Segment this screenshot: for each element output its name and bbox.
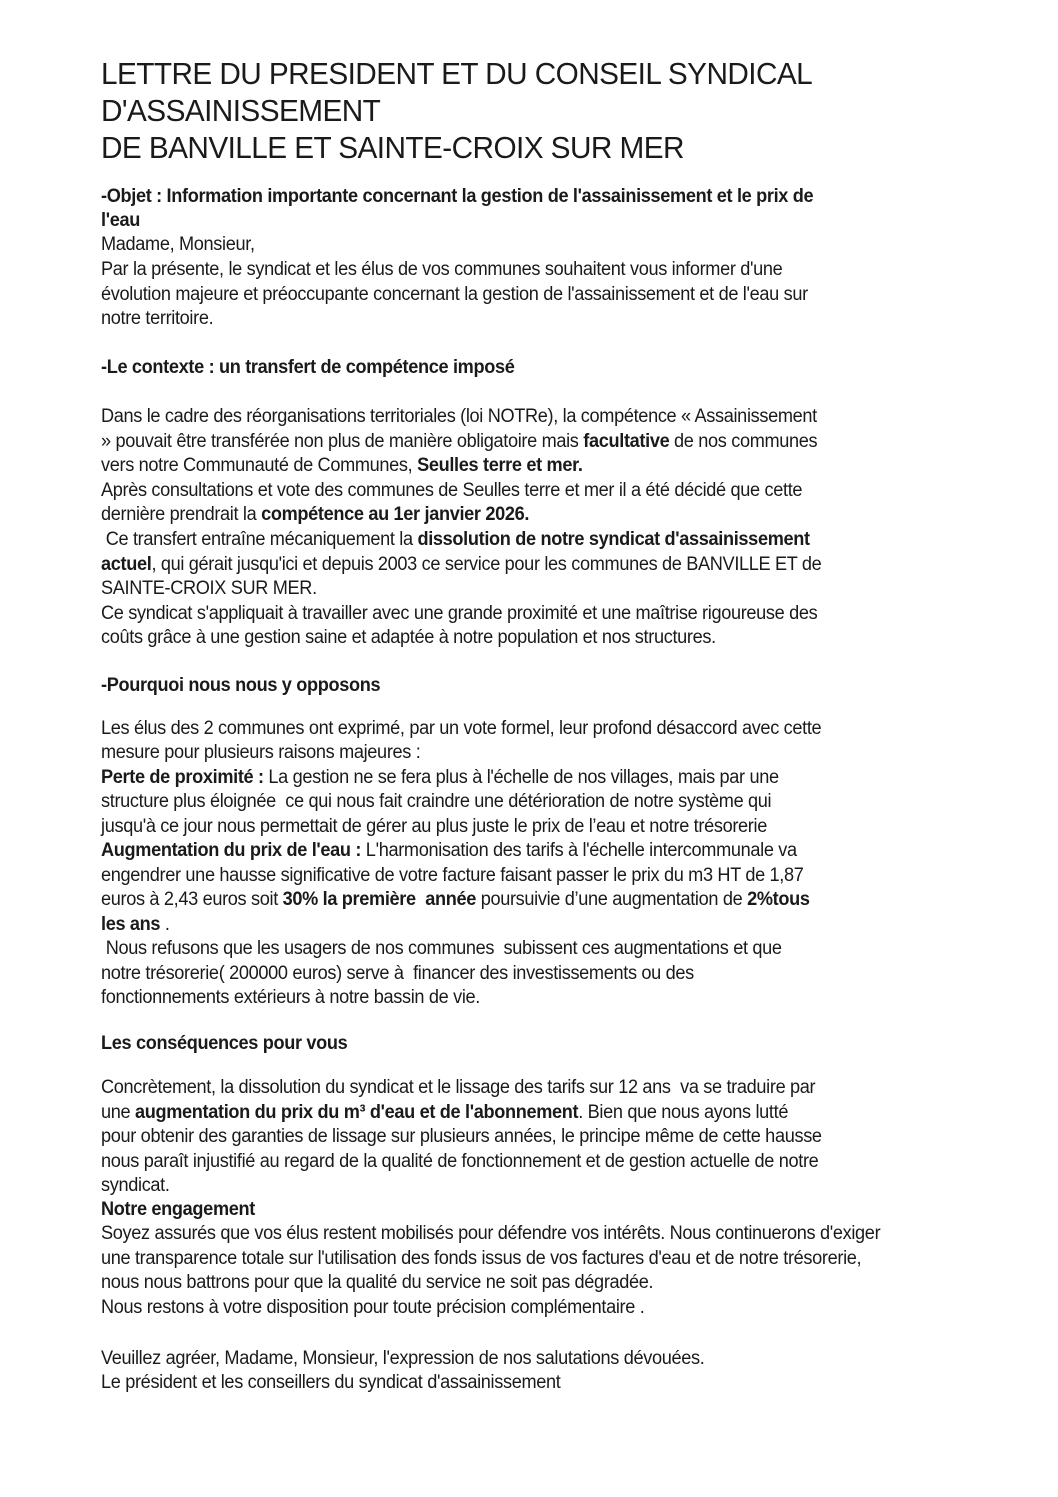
text: Ce transfert entraîne mécaniquement la (101, 529, 418, 550)
section-heading-consequences: Les conséquences pour vous (101, 1033, 348, 1054)
engagement-line-1: Soyez assurés que vos élus restent mobilisés pour défendre vos intérêts. Nous continuerons d'exiger (101, 1223, 881, 1244)
intro-line-3: notre territoire. (101, 308, 214, 329)
page-title-line-2: D'ASSAINISSEMENT (101, 93, 381, 128)
text: vers notre Communauté de Communes, (101, 455, 418, 476)
oppose-line-10: Nous refusons que les usagers de nos communes subissent ces augmentations et que (101, 938, 782, 959)
consequences-line-2 (101, 1101, 788, 1125)
context-line-7 (101, 553, 821, 577)
text: La gestion ne se fera plus à l'échelle de nos villages, mais par une (263, 767, 779, 788)
text: une (101, 1102, 135, 1123)
page-title-line-3: DE BANVILLE ET SAINTE-CROIX SUR MER (101, 130, 684, 165)
page-title-line-1: LETTRE DU PRESIDENT ET DU CONSEIL SYNDICAL (101, 56, 813, 91)
emphasis: compétence au 1er janvier 2026. (261, 504, 530, 525)
context-line-4: Après consultations et vote des communes de Seulles terre et mer il a été décidé que cette (101, 480, 803, 501)
oppose-line-4: structure plus éloignée ce qui nous fait craindre une détérioration de notre système qui (101, 791, 772, 812)
consequences-line-1: Concrètement, la dissolution du syndicat et le lissage des tarifs sur 12 ans va se traduire par (101, 1077, 816, 1098)
text: , qui gérait jusqu'ici et depuis 2003 ce service pour les communes de BANVILLE ET de (151, 554, 822, 575)
engagement-line-2: une transparence totale sur l'utilisation des fonds issus de vos factures d'eau et de notre trésorerie, (101, 1248, 862, 1269)
text: euros à 2,43 euros soit (101, 889, 283, 910)
context-line-6 (101, 528, 810, 552)
text: poursuivie d’une augmentation de (475, 889, 748, 910)
text: dernière prendrait la (101, 504, 262, 525)
emphasis: augmentation du prix du m³ d'eau et de l'abonnement (134, 1102, 579, 1123)
emphasis: Perte de proximité : (101, 767, 264, 788)
emphasis: Seulles terre et mer. (417, 455, 583, 476)
text: » pouvait être transférée non plus de manière obligatoire mais (101, 431, 584, 452)
oppose-line-11: notre trésorerie( 200000 euros) serve à financer des investissements ou des (101, 963, 694, 984)
consequences-line-5: syndicat. (101, 1175, 170, 1196)
text: de nos communes (669, 431, 818, 452)
emphasis: dissolution de notre syndicat d'assainissement (417, 529, 810, 550)
section-heading-engagement: Notre engagement (101, 1199, 255, 1220)
emphasis: 30% la première année (282, 889, 476, 910)
context-line-3 (101, 454, 583, 478)
intro-line-2: évolution majeure et préoccupante concernant la gestion de l'assainissement et de l'eau sur (101, 284, 808, 305)
emphasis: facultative (583, 431, 670, 452)
section-heading-opposition: -Pourquoi nous nous y opposons (101, 675, 381, 696)
context-line-8: SAINTE-CROIX SUR MER. (101, 578, 317, 599)
oppose-line-6 (101, 839, 797, 863)
engagement-line-3: nous nous battrons pour que la qualité du service ne soit pas dégradée. (101, 1272, 654, 1293)
text: L'harmonisation des tarifs à l'échelle intercommunale va (361, 840, 797, 861)
text: . (160, 914, 170, 935)
context-line-2 (101, 430, 817, 454)
text: . Bien que nous ayons lutté (578, 1102, 789, 1123)
object-line-1: -Objet : Information importante concernant la gestion de l'assainissement et le prix de (101, 186, 814, 207)
section-heading-context: -Le contexte : un transfert de compétence imposé (101, 357, 515, 378)
oppose-line-12: fonctionnements extérieurs à notre bassin de vie. (101, 987, 481, 1008)
closing-line-1: Veuillez agréer, Madame, Monsieur, l'expression de nos salutations dévouées. (101, 1348, 705, 1369)
emphasis: 2%tous (747, 889, 810, 910)
oppose-line-2: mesure pour plusieurs raisons majeures : (101, 742, 421, 763)
object-line-2: l'eau (101, 210, 140, 231)
oppose-line-8 (101, 888, 810, 912)
oppose-line-9 (101, 913, 170, 937)
context-line-9: Ce syndicat s'appliquait à travailler avec une grande proximité et une maîtrise rigoureuse des (101, 603, 818, 624)
salutation: Madame, Monsieur, (101, 234, 255, 255)
closing-signature: Le président et les conseillers du syndicat d'assainissement (101, 1372, 561, 1393)
context-line-1: Dans le cadre des réorganisations territoriales (loi NOTRe), la compétence « Assainissement (101, 406, 817, 427)
engagement-line-4: Nous restons à votre disposition pour toute précision complémentaire . (101, 1297, 645, 1318)
oppose-line-3 (101, 766, 779, 790)
intro-line-1: Par la présente, le syndicat et les élus de vos communes souhaitent vous informer d'une (101, 259, 783, 280)
emphasis: les ans (101, 914, 161, 935)
context-line-5 (101, 503, 529, 527)
context-line-10: coûts grâce à une gestion saine et adaptée à notre population et nos structures. (101, 627, 716, 648)
oppose-line-1: Les élus des 2 communes ont exprimé, par un vote formel, leur profond désaccord avec cette (101, 718, 822, 739)
consequences-line-4: nous paraît injustifié au regard de la qualité de fonctionnement et de gestion actuelle de notre (101, 1151, 819, 1172)
oppose-line-5: jusqu'à ce jour nous permettait de gérer au plus juste le prix de l’eau et notre trésorerie (101, 816, 767, 837)
emphasis: actuel (101, 554, 152, 575)
oppose-line-7: engendrer une hausse significative de votre facture faisant passer le prix du m3 HT de 1,87 (101, 865, 804, 886)
emphasis: Augmentation du prix de l'eau : (101, 840, 362, 861)
consequences-line-3: pour obtenir des garanties de lissage sur plusieurs années, le principe même de cette hausse (101, 1126, 822, 1147)
